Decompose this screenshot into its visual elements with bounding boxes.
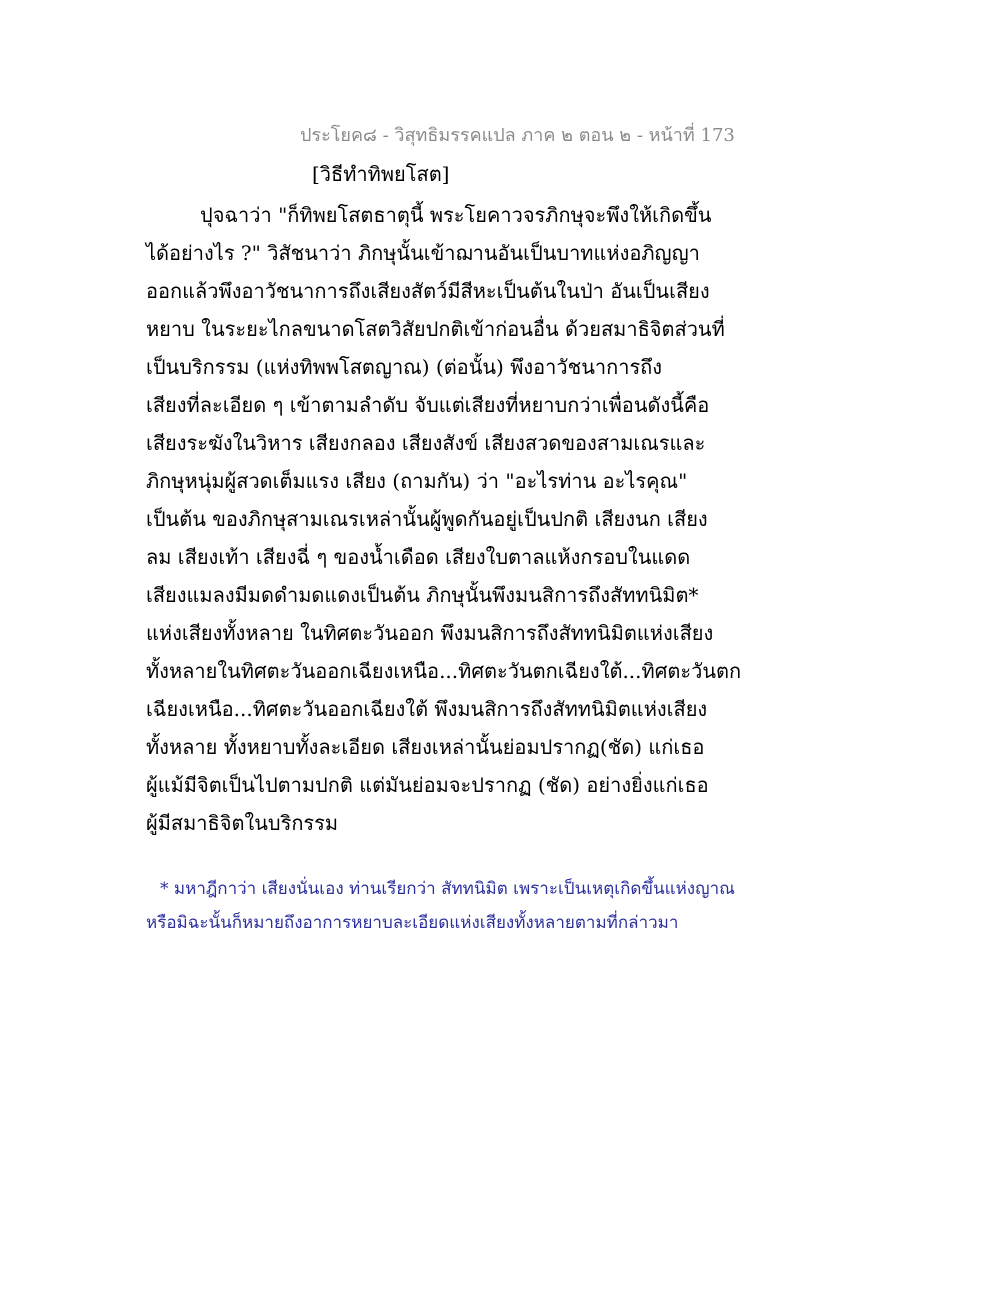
page-header: ประโยค๘ - วิสุทธิมรรคแปล ภาค ๒ ตอน ๒ - หน้าที่ 173 <box>300 125 735 146</box>
footnote-line: * มหาฎีกาว่า เสียงนั่นเอง ท่านเรียกว่า สัททนิมิต เพราะเป็นเหตุเกิดขึ้นแห่งญาณ <box>160 879 735 899</box>
body-line: แห่งเสียงทั้งหลาย ในทิศตะวันออก พึงมนสิการถึงสัททนิมิตแห่งเสียง <box>146 621 714 645</box>
body-line: ลม เสียงเท้า เสียงฉี่ ๆ ของน้ำเดือด เสียงใบตาลแห้งกรอบในแดด <box>146 545 691 569</box>
body-line: ผู้มีสมาธิจิตในบริกรรม <box>146 811 339 835</box>
body-line: เฉียงเหนือ...ทิศตะวันออกเฉียงใต้ พึงมนสิการถึงสัททนิมิตแห่งเสียง <box>146 697 708 721</box>
body-line: หยาบ ในระยะไกลขนาดโสตวิสัยปกติเข้าก่อนอื่น ด้วยสมาธิจิตส่วนที่ <box>146 317 725 341</box>
body-line: เป็นบริกรรม (แห่งทิพพโสตญาณ) (ต่อนั้น) พึงอาวัชนาการถึง <box>146 355 663 379</box>
body-line: เป็นต้น ของภิกษุสามเณรเหล่านั้นผู้พูดกันอยู่เป็นปกติ เสียงนก เสียง <box>146 507 708 531</box>
body-line: ภิกษุหนุ่มผู้สวดเต็มแรง เสียง (ถามกัน) ว่า "อะไรท่าน อะไรคุณ" <box>146 469 688 493</box>
body-line: เสียงแมลงมีมดดำมดแดงเป็นต้น ภิกษุนั้นพึงมนสิการถึงสัททนิมิต* <box>146 583 699 607</box>
body-line: ออกแล้วพึงอาวัชนาการถึงเสียงสัตว์มีสีหะเป็นต้นในป่า อันเป็นเสียง <box>146 279 710 303</box>
body-line: เสียงระฆังในวิหาร เสียงกลอง เสียงสังข์ เสียงสวดของสามเณรและ <box>146 431 706 455</box>
section-title: [วิธีทำทิพยโสต] <box>312 162 450 186</box>
body-paragraph <box>146 196 742 842</box>
body-line: ปุจฉาว่า "ก็ทิพยโสตธาตุนี้ พระโยคาวจรภิกษุจะพึงให้เกิดขึ้น <box>200 203 712 227</box>
footnote-line: หรือมิฉะนั้นก็หมายถึงอาการหยาบละเอียดแห่งเสียงทั้งหลายตามที่กล่าวมา <box>146 913 679 933</box>
body-line: ผู้แม้มีจิตเป็นไปตามปกติ แต่มันย่อมจะปรากฏ (ชัด) อย่างยิ่งแก่เธอ <box>146 773 709 797</box>
body-line: ทั้งหลาย ทั้งหยาบทั้งละเอียด เสียงเหล่านั้นย่อมปรากฏ(ชัด) แก่เธอ <box>146 735 705 759</box>
body-line: ได้อย่างไร ?" วิสัชนาว่า ภิกษุนั้นเข้าฌานอันเป็นบาทแห่งอภิญญา <box>146 241 700 265</box>
footnote <box>146 872 746 940</box>
body-line: ทั้งหลายในทิศตะวันออกเฉียงเหนือ...ทิศตะวันตกเฉียงใต้...ทิศตะวันตก <box>146 659 742 683</box>
body-line: เสียงที่ละเอียด ๆ เข้าตามลำดับ จับแต่เสียงที่หยาบกว่าเพื่อนดังนี้คือ <box>146 393 710 417</box>
